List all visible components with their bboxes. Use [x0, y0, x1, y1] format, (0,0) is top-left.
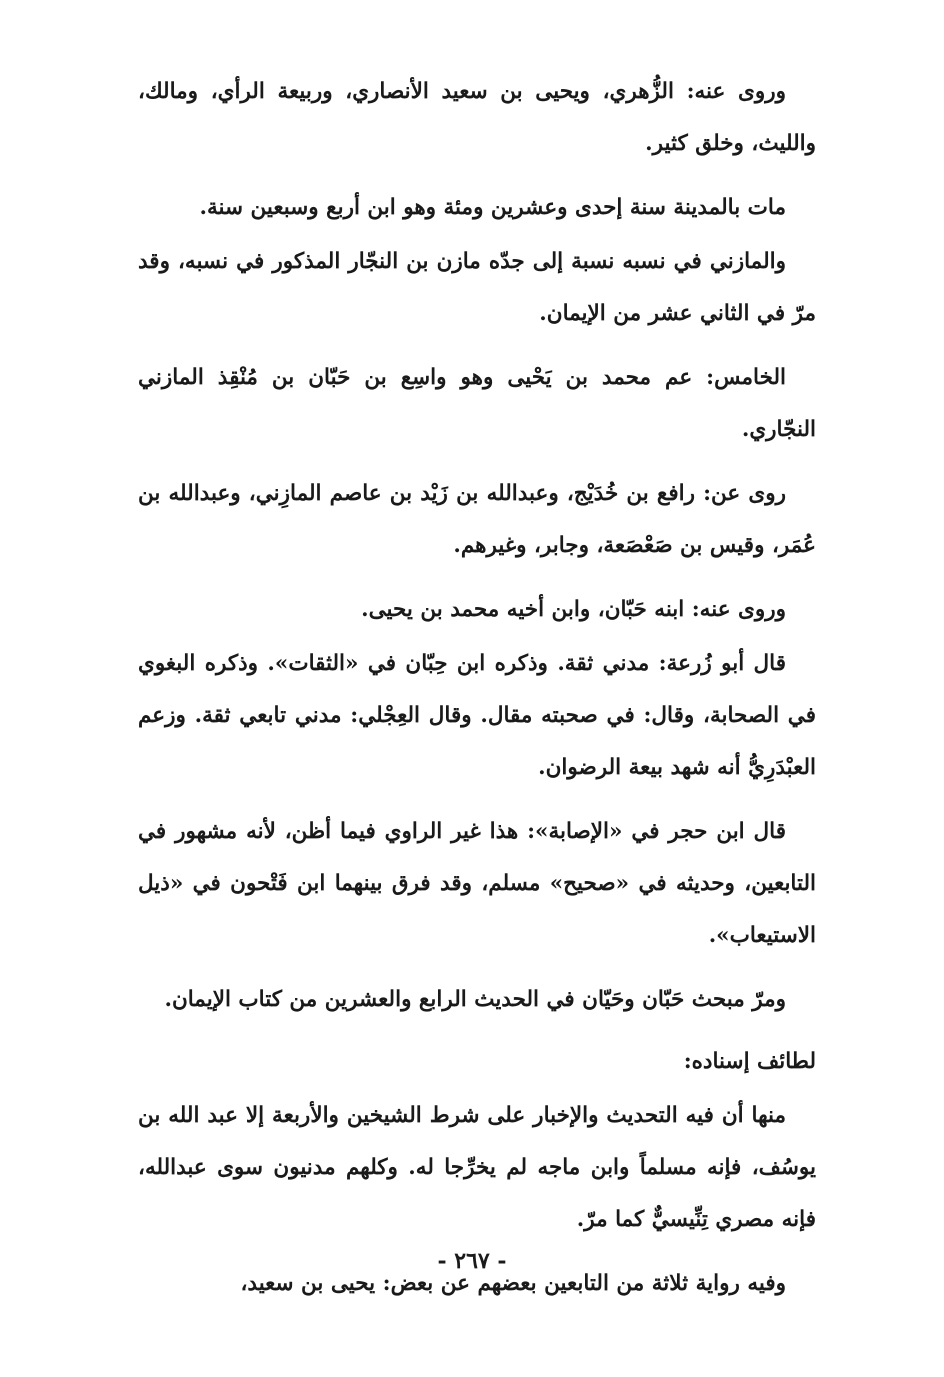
page-number: - ٢٦٧ -: [437, 1248, 507, 1274]
paragraph-narrated-from: روى عن: رافع بن خُدَيْج، وعبدالله بن زَيْد بن عاصم المازِني، وعبدالله بن عُمَر، وقيس بن صَعْصَعة، وجابر، وغيرهم.: [138, 481, 816, 558]
paragraph-ibn-hajar: قال ابن حجر في «الإصابة»: هذا غير الراوي فيما أظن، لأنه مشهور في التابعين، وحديثه في «صحيح» مسلم، وقد فرق بينهما ابن فَتْحون في «ذيل الاستيعاب».: [138, 819, 816, 948]
page-body: [138, 66, 816, 1310]
paragraph-abu-zura: قال أبو زُرعة: مدني ثقة. وذكره ابن حِبّان في «الثقات». وذكره البغوي في الصحابة، وقال: في صحبته مقال. وقال العِجْلي: مدني تابعي ثقة. وزعم العبْدَرِيُّ أنه شهد بيعة الرضوان.: [138, 651, 816, 780]
paragraph-tahdith: منها أن فيه التحديث والإخبار على شرط الشيخين والأربعة إلا عبد الله بن يوسُف، فإنه مسلماً وابن ماجه لم يخرِّجا له. وكلهم مدنيون سوى عبدالله، فإنه مصري تِنِّيسيٌّ كما مرّ.: [138, 1103, 816, 1232]
paragraph-mazini-lineage: والمازني في نسبه نسبة إلى جدّه مازن بن النجّار المذكور في نسبه، وقد مرّ في الثاني عشر من الإيمان.: [138, 249, 816, 326]
paragraph-death: مات بالمدينة سنة إحدى وعشرين ومئة وهو ابن أربع وسبعين سنة.: [199, 195, 786, 220]
paragraph-narrated-by: وروى عنه: ابنه حَبّان، وابن أخيه محمد بن يحيى.: [361, 597, 786, 622]
paragraph-fifth-narrator: [138, 352, 816, 456]
subheading-isnad-subtleties: لطائف إسناده:: [683, 1049, 816, 1074]
fifth-label: الخامس:: [706, 365, 786, 390]
fifth-text: عم محمد بن يَحْيى وهو واسِع بن حَبّان بن مُنْقِذ المازني النجّاري.: [138, 365, 816, 442]
paragraph-tabiin-chain: وفيه رواية ثلاثة من التابعين بعضهم عن بعض: يحيى بن سعيد،: [240, 1271, 786, 1296]
paragraph-habban-hayyan: ومرّ مبحث حَبّان وحَيّان في الحديث الرابع والعشرين من كتاب الإيمان.: [164, 987, 786, 1012]
paragraph-narrators-from-him: وروى عنه: الزُّهري، ويحيى بن سعيد الأنصاري، وربيعة الرأي، ومالك، والليث، وخلق كثير.: [138, 79, 816, 156]
